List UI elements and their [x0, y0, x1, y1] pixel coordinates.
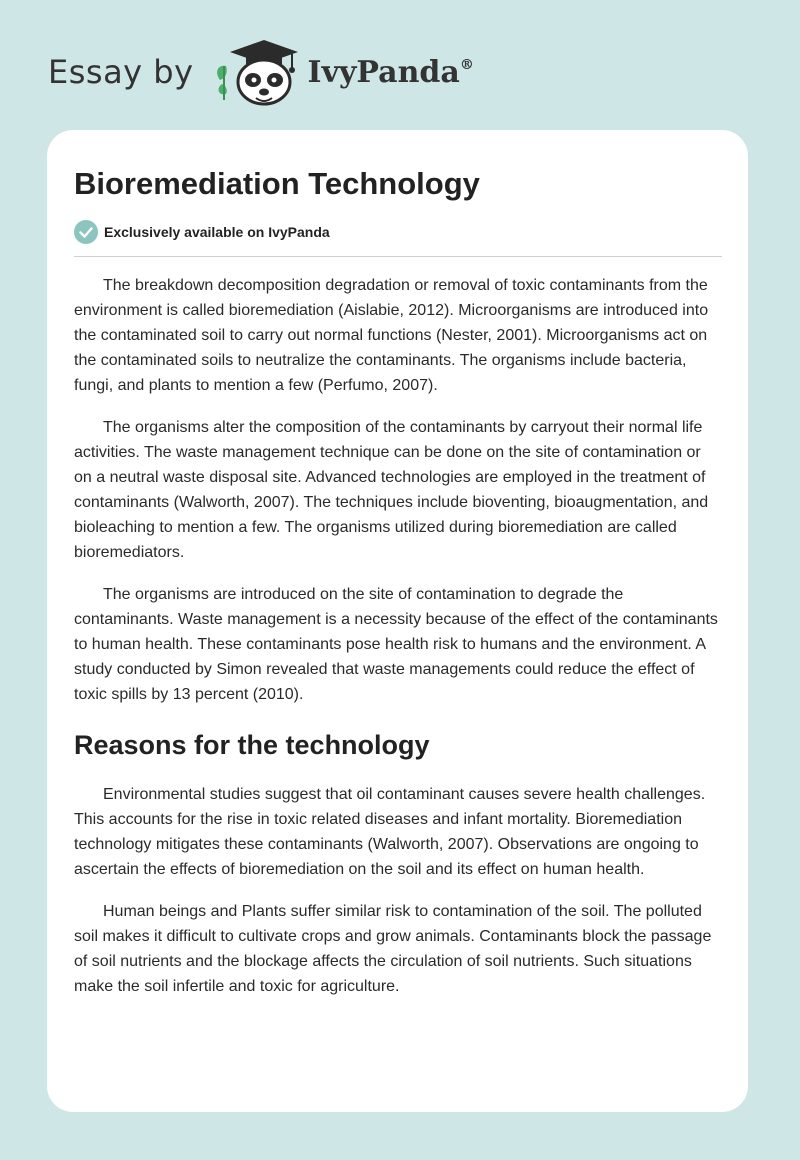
paragraph-3: The organisms are introduced on the site of contamination to degrade the contaminants. Waste management is a necessity because of the effect of the contaminants to human health. These contaminants pose health risk to humans and the environment. A study conducted by Simon revealed that waste managements could reduce the effect of toxic spills by 13 percent (2010). [74, 586, 718, 703]
exclusive-badge [74, 218, 722, 246]
check-circle-icon [74, 220, 98, 244]
article-card [47, 130, 748, 1112]
paragraph-2: The organisms alter the composition of the contaminants by carryout their normal life activities. The waste management technique can be done on the site of contamination or on a neutral waste disposal site. Advanced technologies are employed in the treatment of contaminants (Walworth, 2007). The techniques include bioventing, bioaugmentation, and bioleaching to mention a few. The organisms utilized during bioremediation are called bioremediators. [74, 419, 709, 561]
essay-by-label: Essay by [48, 53, 194, 91]
section-paragraph-2: Human beings and Plants suffer similar risk to contamination of the soil. The polluted soil makes it difficult to cultivate crops and grow animals. Contaminants block the passage of soil nutrients and the blockage affects the circulation of soil nutrients. Such situations make the soil infertile and toxic for agriculture. [74, 903, 712, 995]
registered-mark: ® [459, 56, 474, 73]
section-heading: Reasons for the technology [74, 730, 430, 760]
article-title: Bioremediation Technology [74, 166, 480, 201]
paragraph-1: The breakdown decomposition degradation or removal of toxic contaminants from the environment is called bioremediation (Aislabie, 2012). Microorganisms are introduced into the contaminated soil to carry out normal functions (Nester, 2001). Microorganisms act on the contaminated soils to neutralize the contaminants. The organisms include bacteria, fungi, and plants to mention a few (Perfumo, 2007). [74, 277, 709, 394]
site-header [48, 36, 474, 108]
exclusive-label: Exclusively available on IvyPanda [104, 224, 330, 240]
brand-name[interactable]: IvyPanda® [307, 54, 474, 90]
panda-logo-icon[interactable] [212, 36, 302, 108]
section-paragraph-1: Environmental studies suggest that oil contaminant causes severe health challenges. This accounts for the rise in toxic related diseases and infant mortality. Bioremediation technology mitigates these contaminants (Walworth, 2007). Observations are ongoing to ascertain the effects of bioremediation on the soil and its effect on human health. [74, 786, 706, 878]
divider [74, 256, 722, 257]
